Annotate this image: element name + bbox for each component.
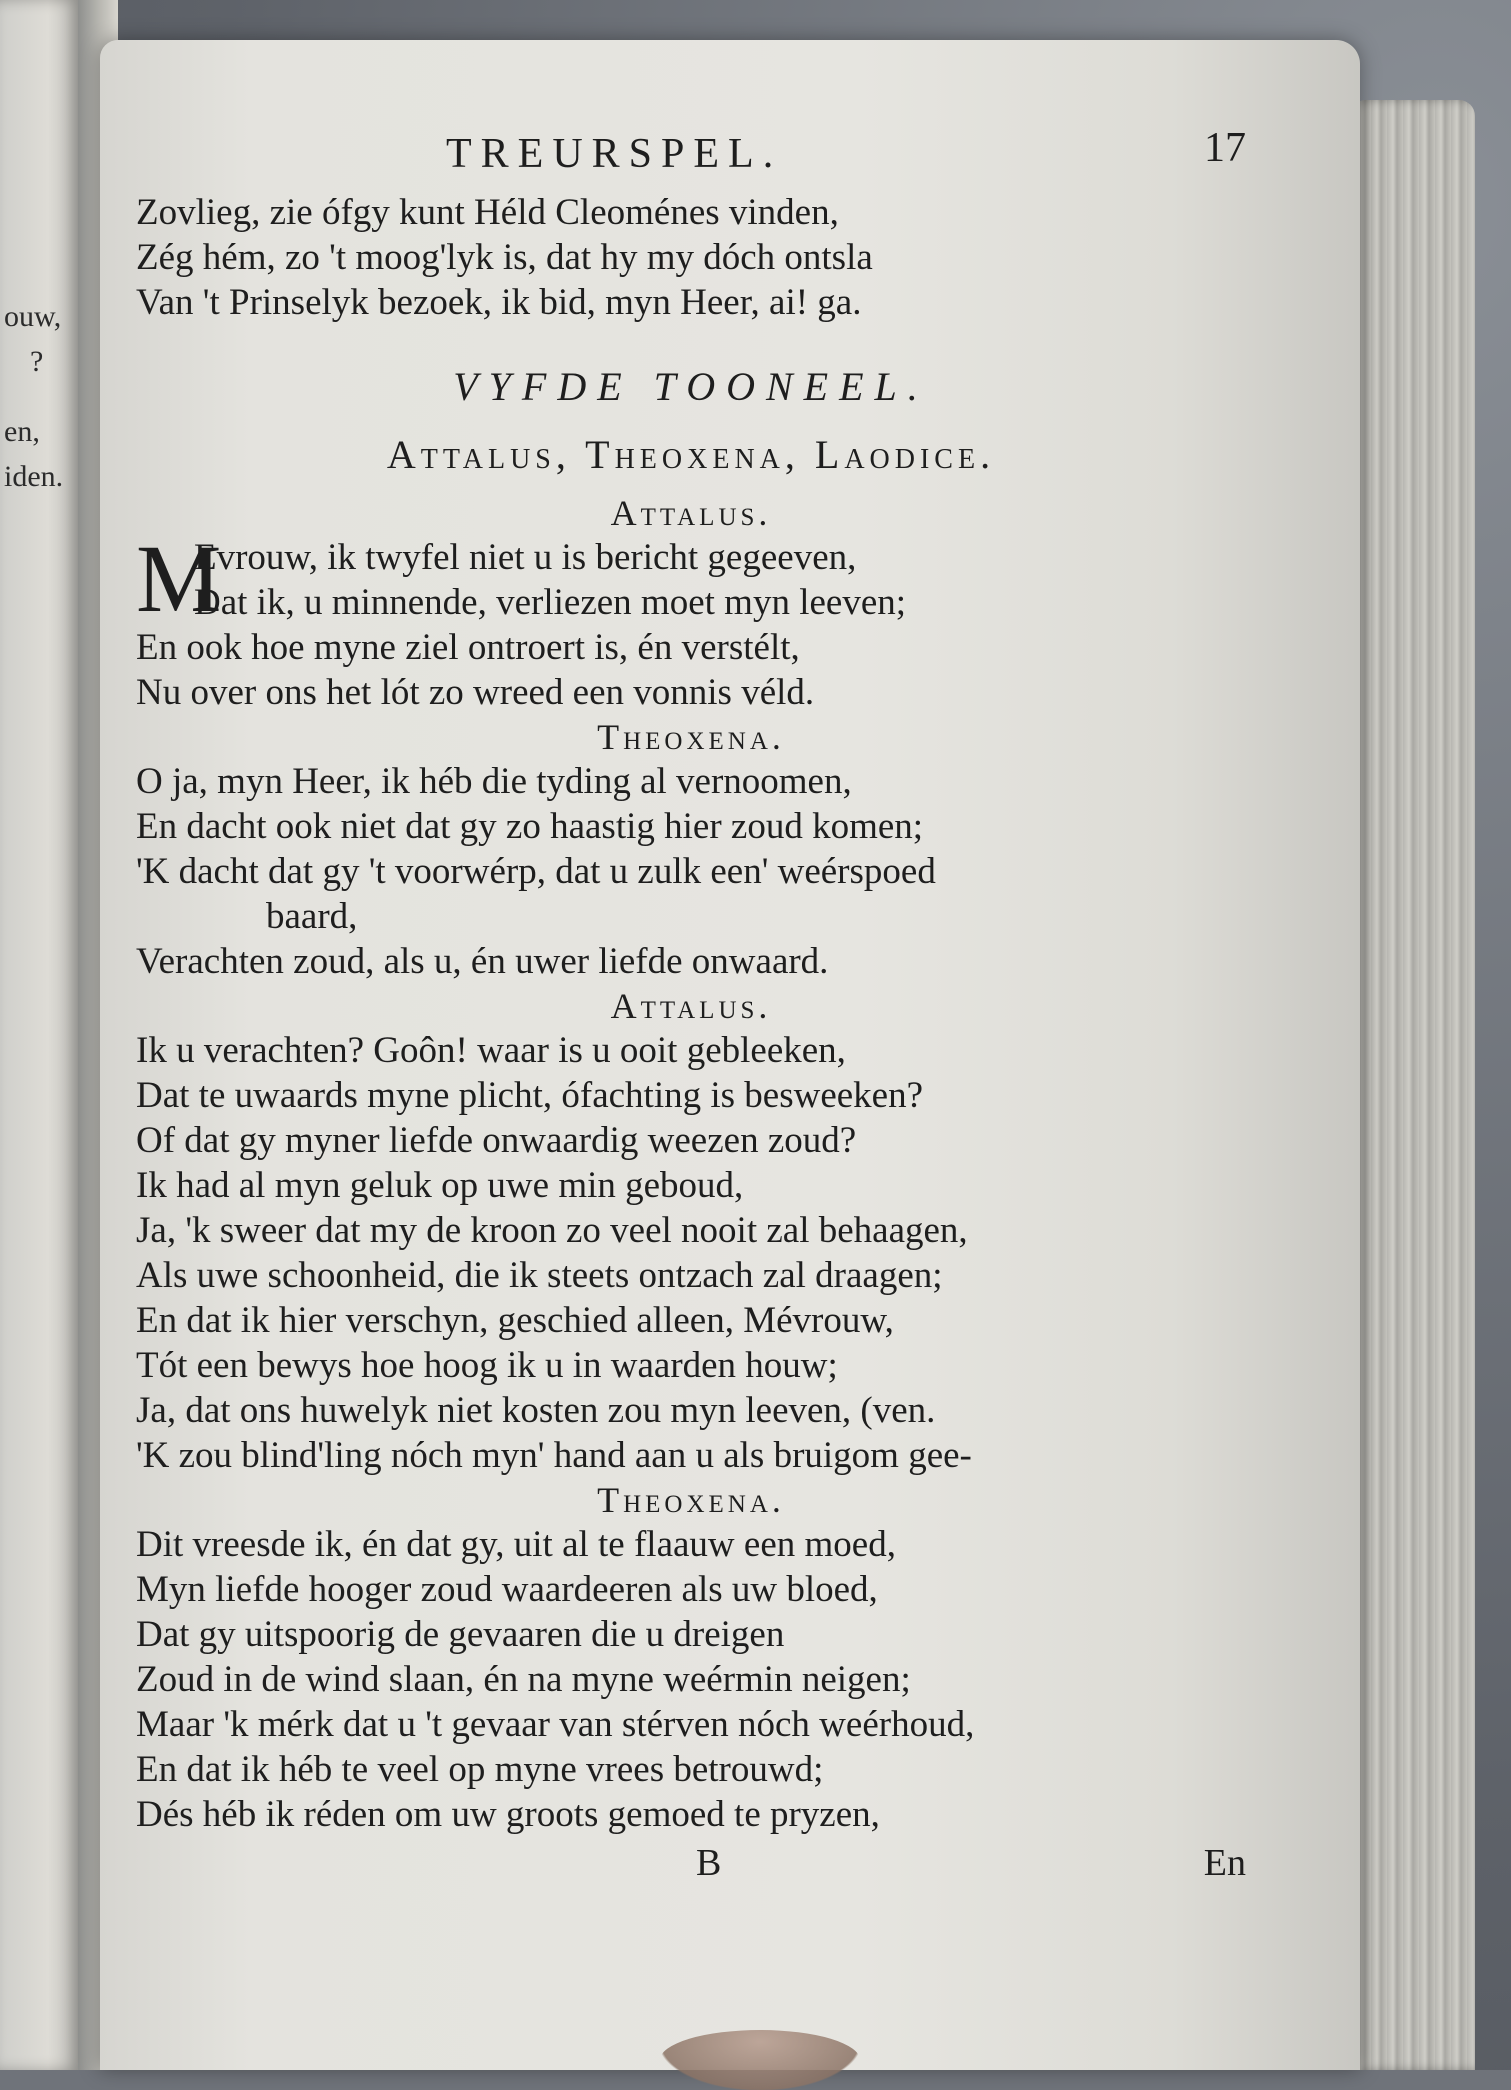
speaker-name: Theoxena. [597, 1480, 785, 1520]
page-footer [136, 1841, 1246, 1891]
verse-line: Ik had al myn geluk op uwe min geboud, [136, 1165, 744, 1206]
scene-title: VYFDE TOONEEL. [453, 364, 929, 409]
catchword: En [1203, 1842, 1246, 1884]
verse-line: 'K dacht dat gy 't voorwérp, dat u zulk een' weérspoed [136, 851, 936, 892]
verse-line: O ja, myn Heer, ik héb die tyding al vernoomen, [136, 761, 852, 802]
verse-line: En dat ik héb te veel op myne vrees betrouwd; [136, 1749, 824, 1790]
verse-line: Of dat gy myner liefde onwaardig weezen zoud? [136, 1120, 857, 1161]
verse-line-continuation: baard, [266, 896, 358, 937]
book-page [100, 40, 1360, 2070]
left-page-fragment: iden. [4, 460, 64, 493]
verse-line: Nu over ons het lót zo wreed een vonnis véld. [136, 672, 815, 713]
signature-mark: B [696, 1842, 722, 1884]
dropcap-block [136, 525, 1246, 632]
speaker-name: Attalus. [610, 493, 772, 533]
speaker-name: Attalus. [610, 986, 772, 1026]
verse-line: En ook hoe myne ziel ontroert is, én verstélt, [136, 627, 800, 668]
verse-line: Myn liefde hooger zoud waardeeren als uw bloed, [136, 1569, 878, 1610]
verse-line: Dat gy uitspoorig de gevaaren die u dreigen [136, 1614, 785, 1655]
verse-line: En dacht ook niet dat gy zo haastig hier zoud komen; [136, 806, 924, 847]
left-page-fragment: en, [4, 415, 40, 448]
verse-line: Dat ik, u minnende, verliezen moet myn leeven; [194, 582, 907, 623]
verse-line: Dés héb ik réden om uw groots gemoed te pryzen, [136, 1794, 880, 1835]
drop-cap: M [136, 525, 222, 632]
left-page-fragment: ? [30, 345, 44, 378]
left-facing-page [0, 0, 80, 2070]
thumb-shadow [660, 2030, 860, 2090]
verse-line: Dat te uwaards myne plicht, ófachting is besweeken? [136, 1075, 924, 1116]
verse-line: Zoud in de wind slaan, én na myne weérmin neigen; [136, 1659, 911, 1700]
verse-line: En dat ik hier verschyn, geschied alleen, Mévrouw, [136, 1300, 894, 1341]
verse-line: Tót een bewys hoe hoog ik u in waarden houw; [136, 1345, 838, 1386]
speaker-name: Theoxena. [597, 717, 785, 757]
verse-line: Ja, dat ons huwelyk niet kosten zou myn leeven, (ven. [136, 1390, 936, 1431]
verse-line: Ja, 'k sweer dat my de kroon zo veel nooit zal behaagen, [136, 1210, 968, 1251]
verse-line: 'K zou blind'ling nóch myn' hand aan u als bruigom gee- [136, 1435, 972, 1476]
verse-line: Van 't Prinselyk bezoek, ik bid, myn Heer, ai! ga. [136, 282, 862, 323]
verse-line: Maar 'k mérk dat u 't gevaar van stérven nóch weérhoud, [136, 1704, 975, 1745]
running-head: TREURSPEL. [446, 131, 783, 177]
page-block-edges [1355, 100, 1475, 2070]
page-text [136, 125, 1246, 1891]
verse-line: Dit vreesde ik, én dat gy, uit al te flaauw een moed, [136, 1524, 896, 1565]
verse-line: Evrouw, ik twyfel niet u is bericht gegeeven, [194, 537, 857, 578]
verse-line: Zég hém, zo 't moog'lyk is, dat hy my dóch ontsla [136, 237, 873, 278]
page-number: 17 [1204, 125, 1246, 171]
verse-line: Zovlieg, zie ófgy kunt Héld Cleoménes vinden, [136, 192, 839, 233]
verse-line: Ik u verachten? Goôn! waar is u ooit gebleeken, [136, 1030, 846, 1071]
page-header [136, 125, 1246, 190]
cast-list: Attalus, Theoxena, Laodice. [386, 432, 996, 477]
verse-line: Als uwe schoonheid, die ik steets ontzach zal draagen; [136, 1255, 943, 1296]
left-page-fragment: ouw, [4, 300, 62, 333]
verse-line: Verachten zoud, als u, én uwer liefde onwaard. [136, 941, 829, 982]
